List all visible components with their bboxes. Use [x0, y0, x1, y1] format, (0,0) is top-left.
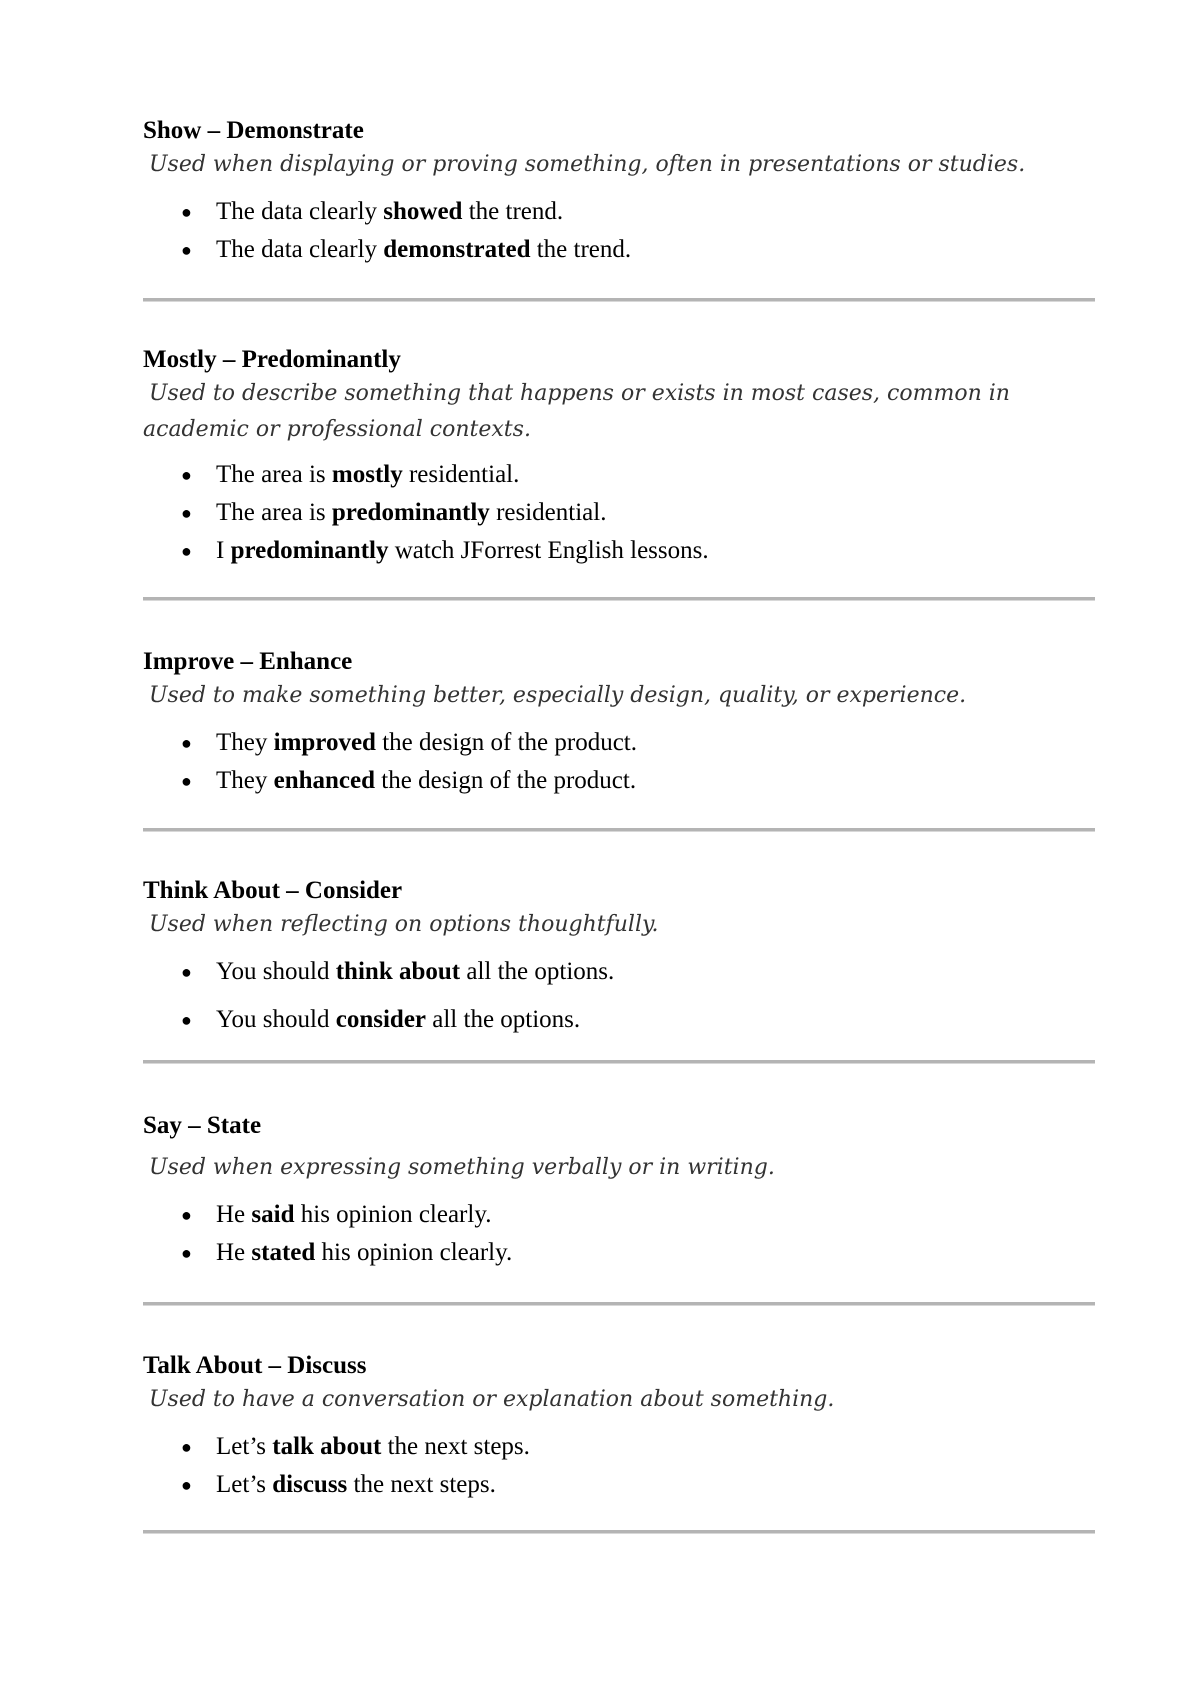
example-list: [143, 193, 1095, 269]
example-list: [143, 456, 1095, 570]
section-title: Think About – Consider: [143, 877, 403, 904]
section-divider: [143, 298, 1095, 302]
example-item: ● He stated his opinion clearly.: [143, 1234, 1095, 1272]
example-item: ● The data clearly showed the trend.: [143, 193, 1095, 231]
example-item: ● The area is mostly residential.: [143, 456, 1095, 494]
example-list: [143, 953, 1095, 1039]
section-think-about-consider: [143, 875, 1095, 1039]
example-item: ● Let’s talk about the next steps.: [143, 1428, 1095, 1466]
example-item: ● They improved the design of the product.: [143, 724, 1095, 762]
section-divider: [143, 1060, 1095, 1064]
section-title: Improve – Enhance: [143, 648, 353, 675]
bullet-icon: ●: [181, 1010, 192, 1030]
bullet-icon: ●: [181, 771, 192, 791]
section-divider: [143, 1302, 1095, 1306]
section-improve-enhance: [143, 646, 1095, 800]
section-divider: [143, 597, 1095, 601]
section-description: Used to make something better, especially design, quality, or experience.: [149, 683, 967, 708]
section-title: Show – Demonstrate: [143, 117, 364, 144]
section-description: Used to have a conversation or explanation about something.: [149, 1387, 835, 1412]
section-title: Say – State: [143, 1112, 262, 1139]
example-item: ● You should consider all the options.: [143, 1001, 1095, 1039]
example-list: [143, 724, 1095, 800]
section-description: Used when reflecting on options thoughtfully.: [149, 912, 659, 937]
bullet-icon: ●: [181, 503, 192, 523]
bullet-icon: ●: [181, 962, 192, 982]
section-title: Mostly – Predominantly: [143, 346, 401, 373]
bullet-icon: ●: [181, 541, 192, 561]
example-item: ● The data clearly demonstrated the trend.: [143, 231, 1095, 269]
example-item: ● You should think about all the options.: [143, 953, 1095, 991]
section-divider: [143, 828, 1095, 832]
section-divider: [143, 1530, 1095, 1534]
bullet-icon: ●: [181, 240, 192, 260]
bullet-icon: ●: [181, 733, 192, 753]
bullet-icon: ●: [181, 1243, 192, 1263]
section-description: Used when expressing something verbally or in writing.: [149, 1155, 775, 1180]
section-description: Used to describe something that happens or exists in most cases, common in academic or professional contexts.: [143, 381, 1010, 442]
section-title: Talk About – Discuss: [143, 1352, 367, 1379]
section-talk-about-discuss: [143, 1350, 1095, 1504]
section-show-demonstrate: [143, 115, 1095, 269]
section-say-state: [143, 1110, 1095, 1272]
example-item: ● He said his opinion clearly.: [143, 1196, 1095, 1234]
bullet-icon: ●: [181, 1475, 192, 1495]
bullet-icon: ●: [181, 202, 192, 222]
section-mostly-predominantly: [143, 344, 1095, 570]
section-description: Used when displaying or proving something, often in presentations or studies.: [149, 152, 1026, 177]
example-item: ● The area is predominantly residential.: [143, 494, 1095, 532]
example-list: [143, 1428, 1095, 1504]
bullet-icon: ●: [181, 465, 192, 485]
bullet-icon: ●: [181, 1437, 192, 1457]
example-item: ● They enhanced the design of the product.: [143, 762, 1095, 800]
example-item: ● I predominantly watch JForrest English lessons.: [143, 532, 1095, 570]
bullet-icon: ●: [181, 1205, 192, 1225]
example-list: [143, 1196, 1095, 1272]
example-item: ● Let’s discuss the next steps.: [143, 1466, 1095, 1504]
